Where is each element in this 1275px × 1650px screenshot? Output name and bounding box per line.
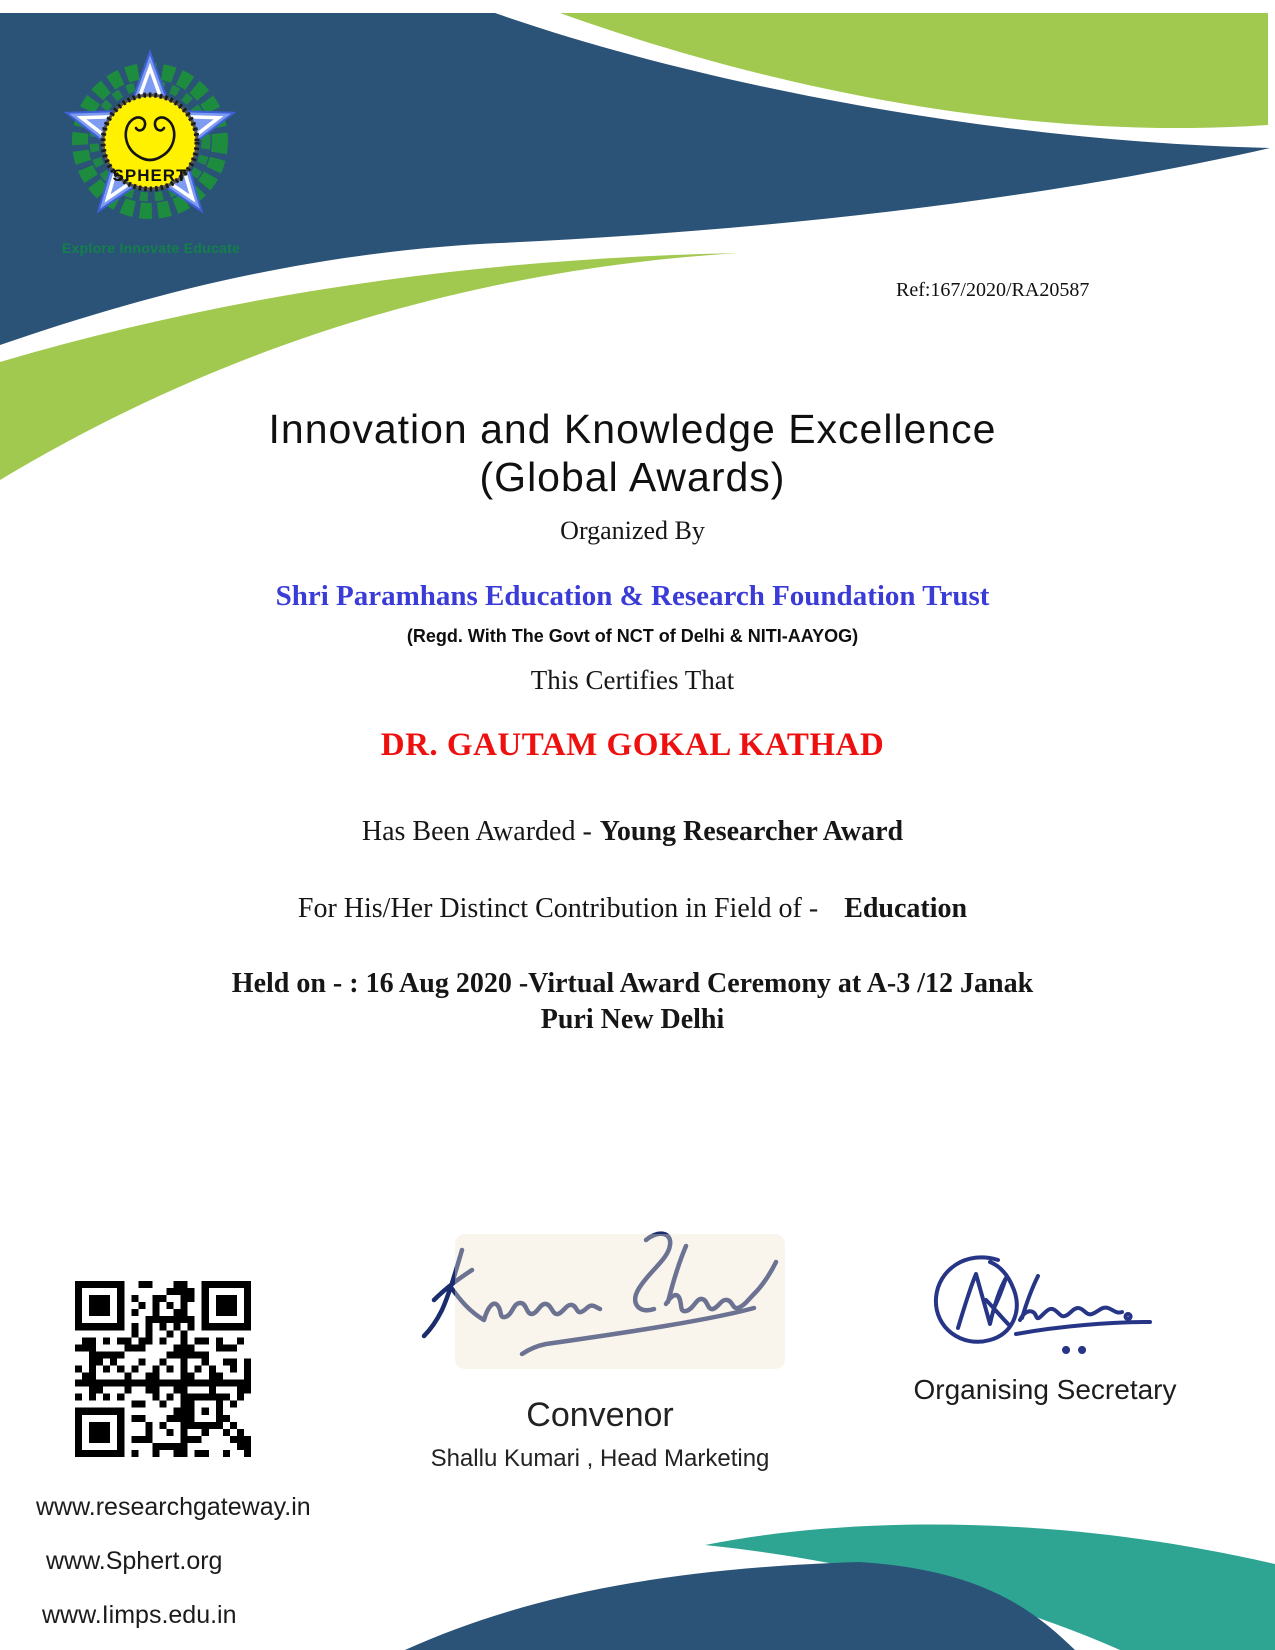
footer-links bbox=[36, 1493, 311, 1650]
certificate-title-line2: (Global Awards) bbox=[479, 454, 786, 500]
registration-note: (Regd. With The Govt of NCT of Delhi & NITI-AAYOG) bbox=[406, 626, 859, 646]
footer-link: www.researchgateway.in bbox=[36, 1493, 311, 1521]
logo-tagline: Explore Innovate Educate bbox=[61, 240, 241, 256]
field-line bbox=[0, 893, 1265, 925]
emblem-seal bbox=[103, 95, 197, 189]
field-value: Education bbox=[844, 893, 968, 924]
ceremony-line2: Puri New Delhi bbox=[540, 1004, 725, 1035]
certificate-title-line1: Innovation and Knowledge Excellence bbox=[268, 406, 997, 452]
certifies-label: This Certifies That bbox=[530, 665, 735, 695]
organized-by-label: Organized By bbox=[560, 516, 705, 545]
field-prefix: For His/Her Distinct Contribution in Field of - bbox=[297, 893, 819, 924]
secretary-signature bbox=[910, 1242, 1180, 1362]
convenor-name-role: Shallu Kumari , Head Marketing bbox=[430, 1445, 770, 1472]
award-name: Young Researcher Award bbox=[599, 816, 904, 847]
award-prefix: Has Been Awarded - bbox=[361, 816, 592, 847]
sphert-logo bbox=[60, 38, 240, 253]
secretary-title: Organising Secretary bbox=[913, 1374, 1177, 1405]
ceremony-line1: Held on - : 16 Aug 2020 -Virtual Award Ceremony at A-3 /12 Janak bbox=[231, 968, 1034, 999]
award-line bbox=[0, 816, 1265, 848]
ceremony-line bbox=[0, 966, 1265, 1038]
signature-paper-tint bbox=[455, 1234, 785, 1369]
recipient-name: DR. GAUTAM GOKAL KATHAD bbox=[380, 727, 885, 763]
logo-emblem-text: SPHERT bbox=[112, 166, 188, 185]
convenor-block bbox=[410, 1212, 790, 1473]
reference-number: Ref:167/2020/RA20587 bbox=[896, 279, 1090, 301]
footer-link: www.Sphert.org bbox=[46, 1547, 223, 1575]
footer-link: www.Iimps.edu.in bbox=[42, 1601, 237, 1629]
organization-name: Shri Paramhans Education & Research Foundation Trust bbox=[275, 580, 990, 612]
qr-code bbox=[75, 1277, 251, 1461]
convenor-title: Convenor bbox=[526, 1396, 674, 1434]
secretary-block bbox=[865, 1242, 1225, 1406]
